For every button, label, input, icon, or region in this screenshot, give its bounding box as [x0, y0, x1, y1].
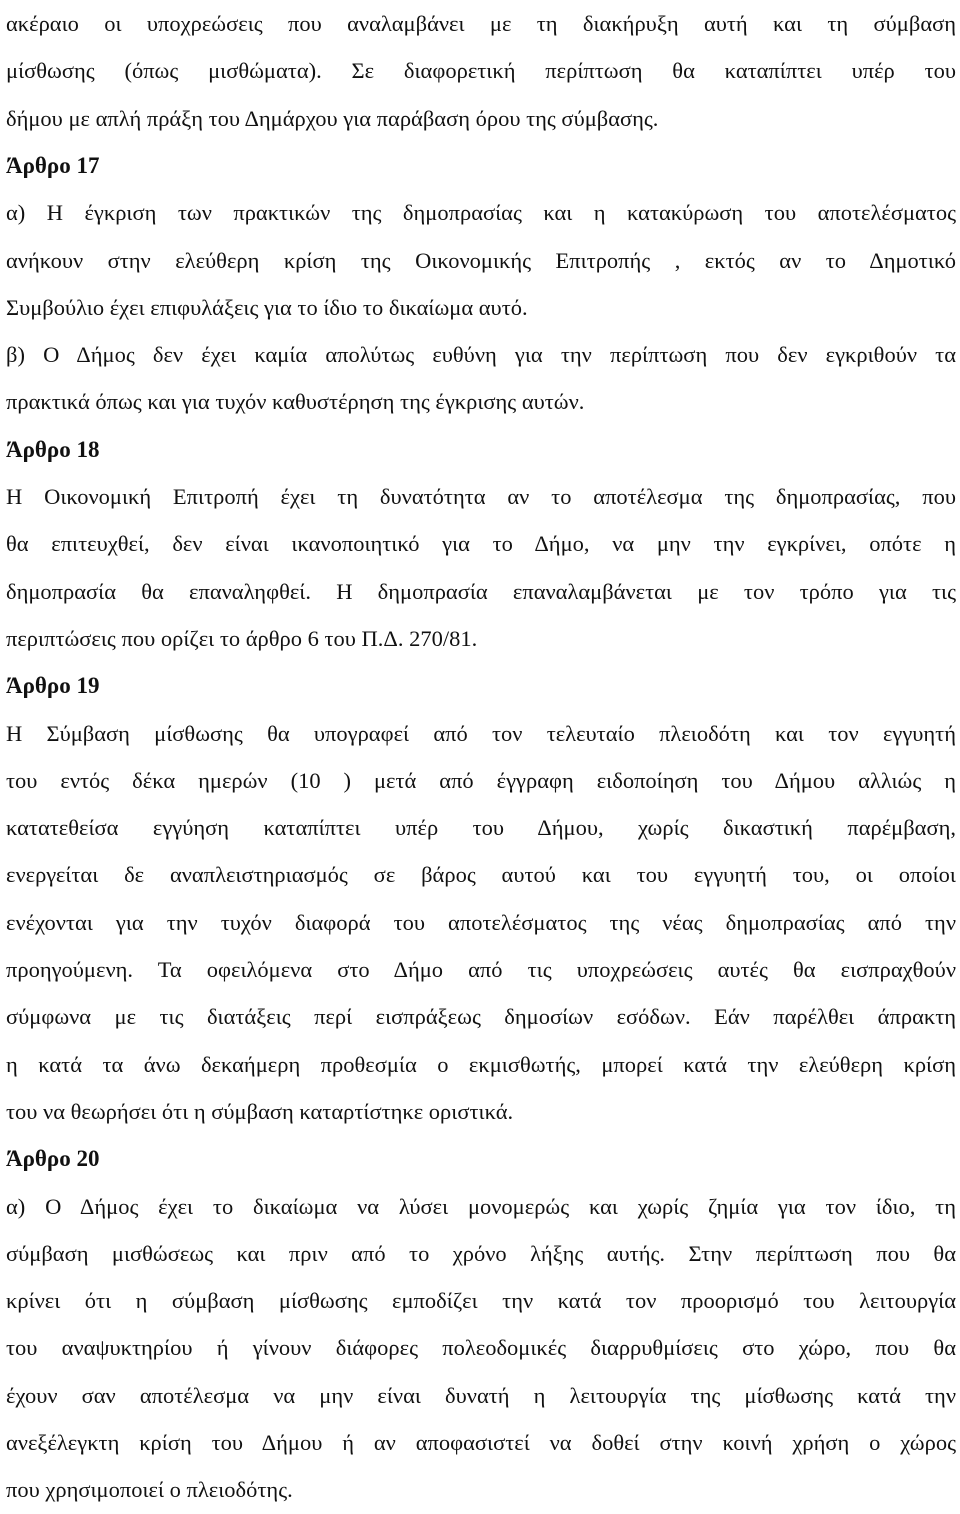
article-heading: Άρθρο 19 [6, 673, 100, 699]
paragraph-line: του να θεωρήσει ότι η σύμβαση καταρτίστηκε οριστικά. [6, 1098, 514, 1124]
paragraph-line: δήμου με απλή πράξη του Δημάρχου για παράβαση όρου της σύμβασης. [6, 105, 659, 131]
paragraph-line: α) Η έγκριση των πρακτικών της δημοπρασίας και η κατακύρωση του αποτελέσματος [6, 200, 956, 226]
paragraph-line: σύμφωνα με τις διατάξεις περί εισπράξεως δημοσίων εσόδων. Εάν παρέλθει άπρακτη [6, 1004, 956, 1030]
paragraph-line: πρακτικά όπως και για τυχόν καθυστέρηση της έγκρισης αυτών. [6, 389, 585, 415]
paragraph-line: Η Σύμβαση μίσθωσης θα υπογραφεί από τον τελευταίο πλειοδότη και τον εγγυητή [6, 720, 956, 746]
paragraph-line: β) Ο Δήμος δεν έχει καμία απολύτως ευθύνη για την περίπτωση που δεν εγκριθούν τα [6, 342, 956, 368]
paragraph-line: Συμβούλιο έχει επιφυλάξεις για το ίδιο το δικαίωμα αυτό. [6, 294, 528, 320]
paragraph-line: κατατεθείσα εγγύηση καταπίπτει υπέρ του Δήμου, χωρίς δικαστική παρέμβαση, [6, 815, 956, 841]
paragraph-line: μίσθωσης (όπως μισθώματα). Σε διαφορετική περίπτωση θα καταπίπτει υπέρ του [6, 58, 956, 84]
paragraph-line: έχουν σαν αποτέλεσμα να μην είναι δυνατή η λειτουργία της μίσθωσης κατά την [6, 1382, 956, 1408]
paragraph-line: ενεργείται δε αναπλειστηριασμός σε βάρος αυτού και του εγγυητή του, οι οποίοι [6, 862, 956, 888]
paragraph-line: του αναψυκτηρίου ή γίνουν διάφορες πολεοδομικές διαρρυθμίσεις στο χώρο, που θα [6, 1335, 956, 1361]
paragraph-line: περιπτώσεις που ορίζει το άρθρο 6 του Π.Δ. 270/81. [6, 625, 478, 651]
paragraph-line: του εντός δέκα ημερών (10 ) μετά από έγγραφη ειδοποίηση του Δήμου αλλιώς η [6, 767, 956, 793]
paragraph-line: σύμβαση μισθώσεως και πριν από το χρόνο λήξης αυτής. Στην περίπτωση που θα [6, 1240, 956, 1266]
article-heading: Άρθρο 17 [6, 152, 100, 178]
paragraph-line: α) Ο Δήμος έχει το δικαίωμα να λύσει μονομερώς και χωρίς ζημία για τον ίδιο, τη [6, 1193, 956, 1219]
paragraph-line: δημοπρασία θα επαναληφθεί. Η δημοπρασία επαναλαμβάνεται με τον τρόπο για τις [6, 578, 956, 604]
paragraph-line: ακέραιο οι υποχρεώσεις που αναλαμβάνει με τη διακήρυξη αυτή και τη σύμβαση [6, 11, 956, 36]
paragraph-line: ενέχονται για την τυχόν διαφορά του αποτελέσματος της νέας δημοπρασίας από την [6, 909, 956, 935]
article-heading: Άρθρο 20 [6, 1146, 100, 1172]
paragraph-line: η κατά τα άνω δεκαήμερη προθεσμία ο εκμισθωτής, μπορεί κατά την ελεύθερη κρίση [6, 1051, 956, 1077]
paragraph-line: ανήκουν στην ελεύθερη κρίση της Οικονομικής Επιτροπής , εκτός αν το Δημοτικό [6, 247, 956, 273]
paragraph-line: που χρησιμοποιεί ο πλειοδότης. [6, 1477, 293, 1503]
paragraph-line: προηγούμενη. Τα οφειλόμενα στο Δήμο από τις υποχρεώσεις αυτές θα εισπραχθούν [6, 957, 956, 982]
paragraph-line: κρίνει ότι η σύμβαση μίσθωσης εμποδίζει την κατά τον προορισμό του λειτουργία [6, 1288, 956, 1314]
paragraph-line: Η Οικονομική Επιτροπή έχει τη δυνατότητα αν το αποτέλεσμα της δημοπρασίας, που [6, 484, 956, 509]
article-heading: Άρθρο 18 [6, 436, 100, 462]
paragraph-line: ανεξέλεγκτη κρίση του Δήμου ή αν αποφασιστεί να δοθεί στην κοινή χρήση ο χώρος [6, 1430, 956, 1455]
paragraph-line: θα επιτευχθεί, δεν είναι ικανοποιητικό για το Δήμο, να μην την εγκρίνει, οπότε η [6, 531, 956, 557]
